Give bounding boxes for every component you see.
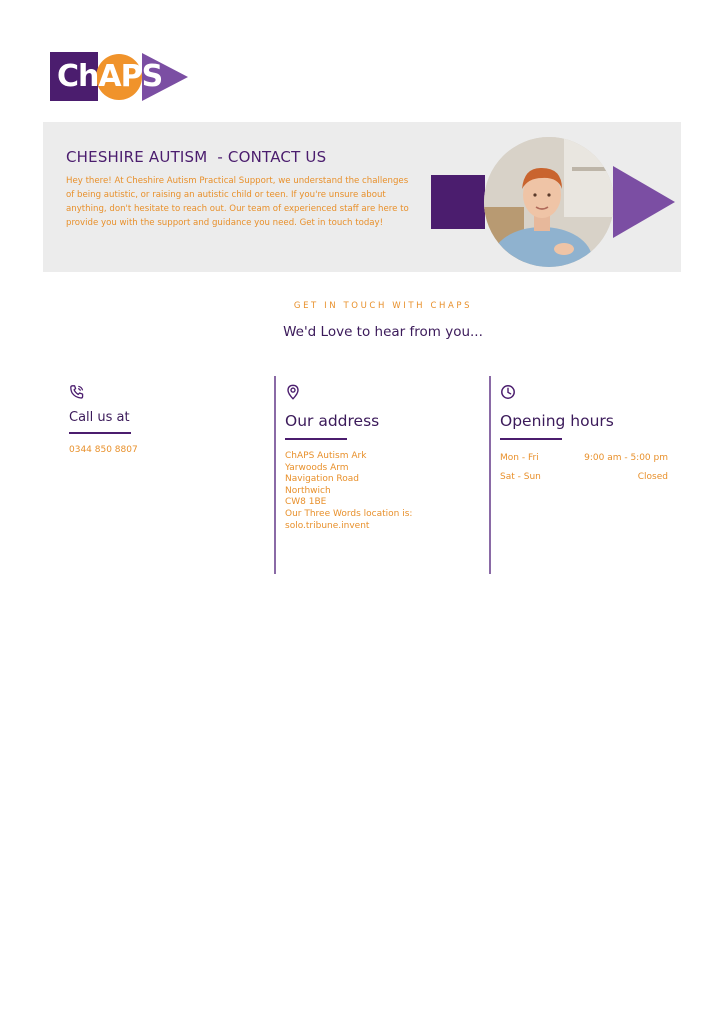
hero-banner (43, 122, 681, 272)
chaps-logo[interactable] (50, 52, 190, 102)
heading-underline (69, 432, 131, 434)
hours-row (500, 471, 668, 483)
section-eyebrow: GET IN TOUCH WITH CHAPS (293, 301, 473, 311)
logo-text: ChAPS (57, 59, 163, 94)
clock-icon (500, 384, 516, 400)
what3words-link[interactable]: solo.tribune.invent (285, 520, 370, 531)
column-divider (274, 376, 276, 574)
map-pin-icon (285, 384, 301, 400)
hours-days: Mon - Fri (500, 453, 539, 463)
hours-row (500, 452, 668, 464)
phone-number-link[interactable]: 0344 850 8807 (69, 445, 138, 455)
hours-time: Closed (637, 472, 668, 482)
address-section (285, 384, 475, 532)
hero-triangle (613, 166, 675, 238)
address-line: Yarwoods Arm (285, 462, 349, 473)
page-title: CHESHIRE AUTISM - CONTACT US (66, 148, 327, 166)
heading-underline (285, 438, 347, 440)
hours-days: Sat - Sun (500, 472, 541, 482)
address-lines (285, 451, 475, 532)
column-divider (489, 376, 491, 574)
what3words-label: Our Three Words location is: (285, 508, 413, 519)
call-heading: Call us at (69, 410, 130, 425)
hours-time: 9:00 am - 5:00 pm (584, 453, 668, 463)
address-line: Navigation Road (285, 474, 359, 485)
address-heading: Our address (285, 412, 380, 430)
call-section (69, 384, 259, 457)
hero-description: Hey there! At Cheshire Autism Practical Support, we understand the challenges of being autistic, or raising an autistic child or teen. If you're unsure about anything, don't hesitate to reach out. Our team of experienced staff are here to provide you with the support and guidance you need. Get in touch today! (66, 176, 409, 228)
hours-heading: Opening hours (500, 412, 614, 430)
hero-photo (484, 137, 614, 267)
phone-icon (69, 384, 85, 400)
address-postcode: CW8 1BE (285, 497, 327, 508)
hours-section (500, 384, 668, 483)
hero-purple-square (431, 175, 485, 229)
address-line: ChAPS Autism Ark (285, 451, 367, 461)
section-tagline: We'd Love to hear from you... (283, 324, 483, 340)
address-line: Northwich (285, 485, 331, 496)
heading-underline (500, 438, 562, 440)
